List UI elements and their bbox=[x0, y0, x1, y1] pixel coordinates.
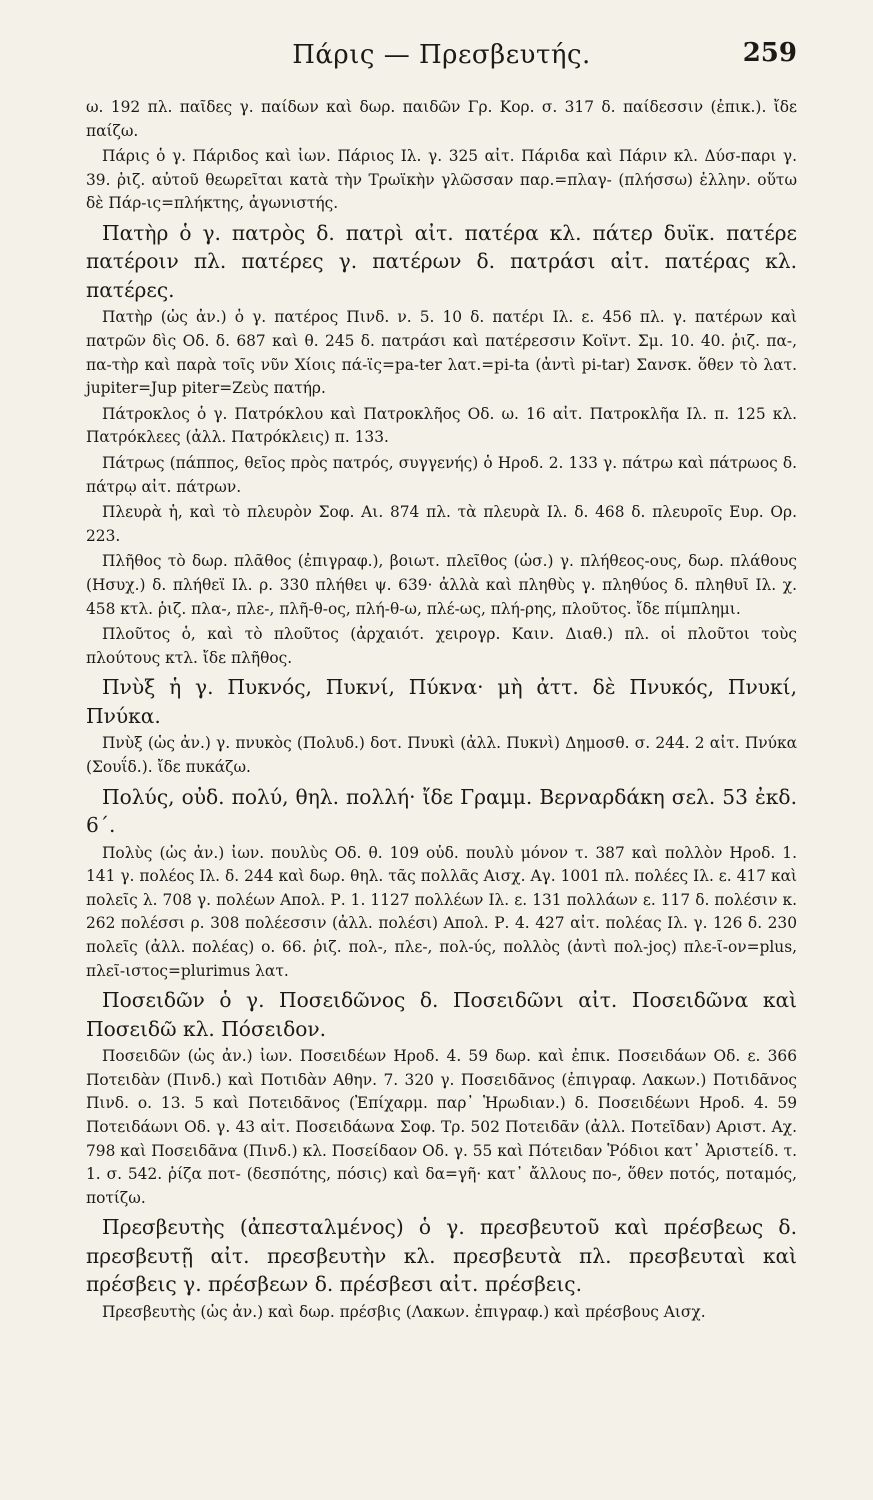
entry-poseidon-head: Ποσειδῶν ὁ γ. Ποσειδῶνος δ. Ποσειδῶνι αἰτ. Ποσειδῶνα καὶ Ποσειδῶ κλ. Πόσειδον. bbox=[86, 988, 797, 1041]
entry-poseidon-dialect: Ποσειδῶν (ὡς ἀν.) ἰων. Ποσειδέων Ηροδ. 4. 59 δωρ. καὶ ἐπικ. Ποσειδάων Οδ. ε. 366 Ποτειδὰν (Πινδ.) καὶ Ποτιδὰν Αθην. 7. 320 γ. Ποσειδᾶνος (ἐπιγραφ. Λακων.) Ποτιδᾶνος Πινδ. ο. 13. 5 καὶ Ποτειδᾶνος (Ἐπίχαρμ. παρ᾽ Ἡρωδιαν.) δ. Ποσειδέωνι Ηροδ. 4. 59 Ποτειδάωνι Οδ. γ. 43 αἰτ. Ποσειδάωνα Σοφ. Τρ. 502 Ποτειδᾶν (ἀλλ. Ποτεῖδαν) Αριστ. Αχ. 798 καὶ Ποσειδᾶνα (Πινδ.) κλ. Ποσείδαον Οδ. γ. 55 καὶ Πότειδαν Ῥόδιοι κατ᾽ Ἀριστείδ. τ. 1. σ. 542. ῥίζα ποτ- (δεσπότης, πόσις) καὶ δα=γῆ· κατ᾽ ἄλλους πο-, ὅθεν ποτός, ποταμός, ποτίζω. bbox=[86, 1047, 798, 1207]
entry-presbeutes-head: Πρεσβευτὴς (ἀπεσταλμένος) ὁ γ. πρεσβευτοῦ καὶ πρέσβεως δ. πρεσβευτῇ αἰτ. πρεσβευτὴν κλ. πρεσβευτὰ πλ. πρεσβευταὶ καὶ πρέσβεις γ. πρέσβεων δ. πρέσβεσι αἰτ. πρέσβεις. bbox=[86, 1215, 797, 1297]
entry-plethos: Πλῆθος τὸ δωρ. πλᾶθος (ἐπιγραφ.), βοιωτ. πλεῖθος (ὡσ.) γ. πλήθεος-ους, δωρ. πλάθους (Ησυχ.) δ. πλήθεϊ Ιλ. ρ. 330 πλήθει ψ. 639· ἀλλὰ καὶ πληθὺς γ. πληθύος δ. πληθυῖ Ιλ. χ. 458 κτλ. ῥιζ. πλα-, πλε-, πλῆ-θ-ος, πλή-θ-ω, πλέ-ως, πλή-ρης, πλοῦτος. ἴδε πίμπλημι. bbox=[86, 552, 797, 618]
page-number: 259 bbox=[742, 38, 797, 68]
entry-polys-head: Πολύς, οὐδ. πολύ, θηλ. πολλή· ἴδε Γραμμ. Βερναρδάκη σελ. 53 ἐκδ. 6΄. bbox=[86, 784, 797, 838]
entry-patros: Πάτρως (πάππος, θεῖος πρὸς πατρός, συγγενής) ὁ Ηροδ. 2. 133 γ. πάτρω καὶ πάτρωος δ. πάτρῳ αἰτ. πάτρων. bbox=[86, 454, 797, 496]
running-title: Πάρις — Πρεσβευτής. bbox=[292, 40, 591, 70]
entry-patroklos: Πάτροκλος ὁ γ. Πατρόκλου καὶ Πατροκλῆος Οδ. ω. 16 αἰτ. Πατροκλῆα Ιλ. π. 125 κλ. Πατρόκλεες (ἀλλ. Πατρόκλεις) π. 133. bbox=[86, 404, 797, 447]
entry-presbeutes-dialect: Πρεσβευτὴς (ὡς ἀν.) καὶ δωρ. πρέσβις (Λακων. ἐπιγραφ.) καὶ πρέσβους Αισχ. bbox=[102, 1302, 706, 1321]
entry-ploutos: Πλοῦτος ὁ, καὶ τὸ πλοῦτος (ἀρχαιότ. χειρογρ. Καιν. Διαθ.) πλ. οἱ πλοῦτοι τοὺς πλούτους κτλ. ἴδε πλῆθος. bbox=[86, 625, 797, 667]
entry-paides: ω. 192 πλ. παῖδες γ. παίδων καὶ δωρ. παιδῶν Γρ. Κορ. σ. 317 δ. παίδεσσιν (ἐπικ.). ἴδε παίζω. bbox=[86, 98, 797, 140]
entry-pleura: Πλευρὰ ἡ, καὶ τὸ πλευρὸν Σοφ. Αι. 874 πλ. τὰ πλευρὰ Ιλ. δ. 468 δ. πλευροῖς Ευρ. Ορ. 223. bbox=[86, 503, 797, 545]
entry-pater-head: Πατὴρ ὁ γ. πατρὸς δ. πατρὶ αἰτ. πατέρα κλ. πάτερ δυϊκ. πατέρε πατέροιν πλ. πατέρες γ. πατέρων δ. πατράσι αἰτ. πατέρας κλ. πατέρες. bbox=[86, 220, 797, 302]
dictionary-entries bbox=[86, 96, 797, 1324]
entry-pater-dialect: Πατὴρ (ὡς ἀν.) ὁ γ. πατέρος Πινδ. ν. 5. 10 δ. πατέρι Ιλ. ε. 456 πλ. γ. πατέρων καὶ πατρῶν δὶς Οδ. δ. 687 καὶ θ. 245 δ. πατράσι καὶ πατέρεσσιν Κοϊντ. Σμ. 10. 40. ῥιζ. πα-, πα-τὴρ καὶ παρὰ τοῖς νῦν Χίοις πά-ϊς=pa-ter λατ.=pi-ta (ἀντὶ pi-tar) Σανσκ. ὅθεν τὸ λατ. jupiter=Jup piter=Ζεὺς πατήρ. bbox=[86, 308, 797, 398]
entry-pnyx-head: Πνὺξ ἡ γ. Πυκνός, Πυκνί, Πύκνα· μὴ ἀττ. δὲ Πνυκός, Πνυκί, Πνύκα. bbox=[86, 675, 797, 728]
running-header bbox=[86, 38, 797, 96]
entry-pnyx-dialect: Πνὺξ (ὡς ἀν.) γ. πνυκὸς (Πολυδ.) δοτ. Πνυκὶ (ἀλλ. Πυκνὶ) Δημοσθ. σ. 244. 2 αἰτ. Πνύκα (Σουΐδ.). ἴδε πυκάζω. bbox=[86, 734, 797, 776]
entry-paris: Πάρις ὁ γ. Πάριδος καὶ ἰων. Πάριος Ιλ. γ. 325 αἰτ. Πάριδα καὶ Πάριν κλ. Δύσ-παρι γ. 39. ῥιζ. αὐτοῦ θεωρεῖται κατὰ τὴν Τρωϊκὴν γλῶσσαν παρ.=πλαγ- (πλήσσω) ἑλλην. οὕτω δὲ Πάρ-ις=πλήκτης, ἀγωνιστής. bbox=[86, 147, 797, 213]
entry-polys-dialect: Πολὺς (ὡς ἀν.) ἰων. πουλὺς Οδ. θ. 109 οὐδ. πουλὺ μόνον τ. 387 καὶ πολλὸν Ηροδ. 1. 141 γ. πολέος Ιλ. δ. 244 καὶ δωρ. θηλ. τᾶς πολλᾶς Αισχ. Αγ. 1001 πλ. πολέες Ιλ. ε. 417 καὶ πολεῖς λ. 708 γ. πολέων Απολ. Ρ. 1. 1127 πολλέων Ιλ. ε. 131 πολλάων ε. 117 δ. πολέσιν κ. 262 πολέσσι ρ. 308 πολέεσσιν (ἀλλ. πολέσι) Απολ. Ρ. 4. 427 αἰτ. πολέας Ιλ. γ. 126 δ. 230 πολεῖς (ἀλλ. πολέας) ο. 66. ῥιζ. πολ-, πλε-, πολ-ύς, πολλὸς (ἀντὶ πολ-jος) πλε-ῖ-ον=plus, πλεῖ-ιστος=plurimus λατ. bbox=[86, 843, 797, 980]
